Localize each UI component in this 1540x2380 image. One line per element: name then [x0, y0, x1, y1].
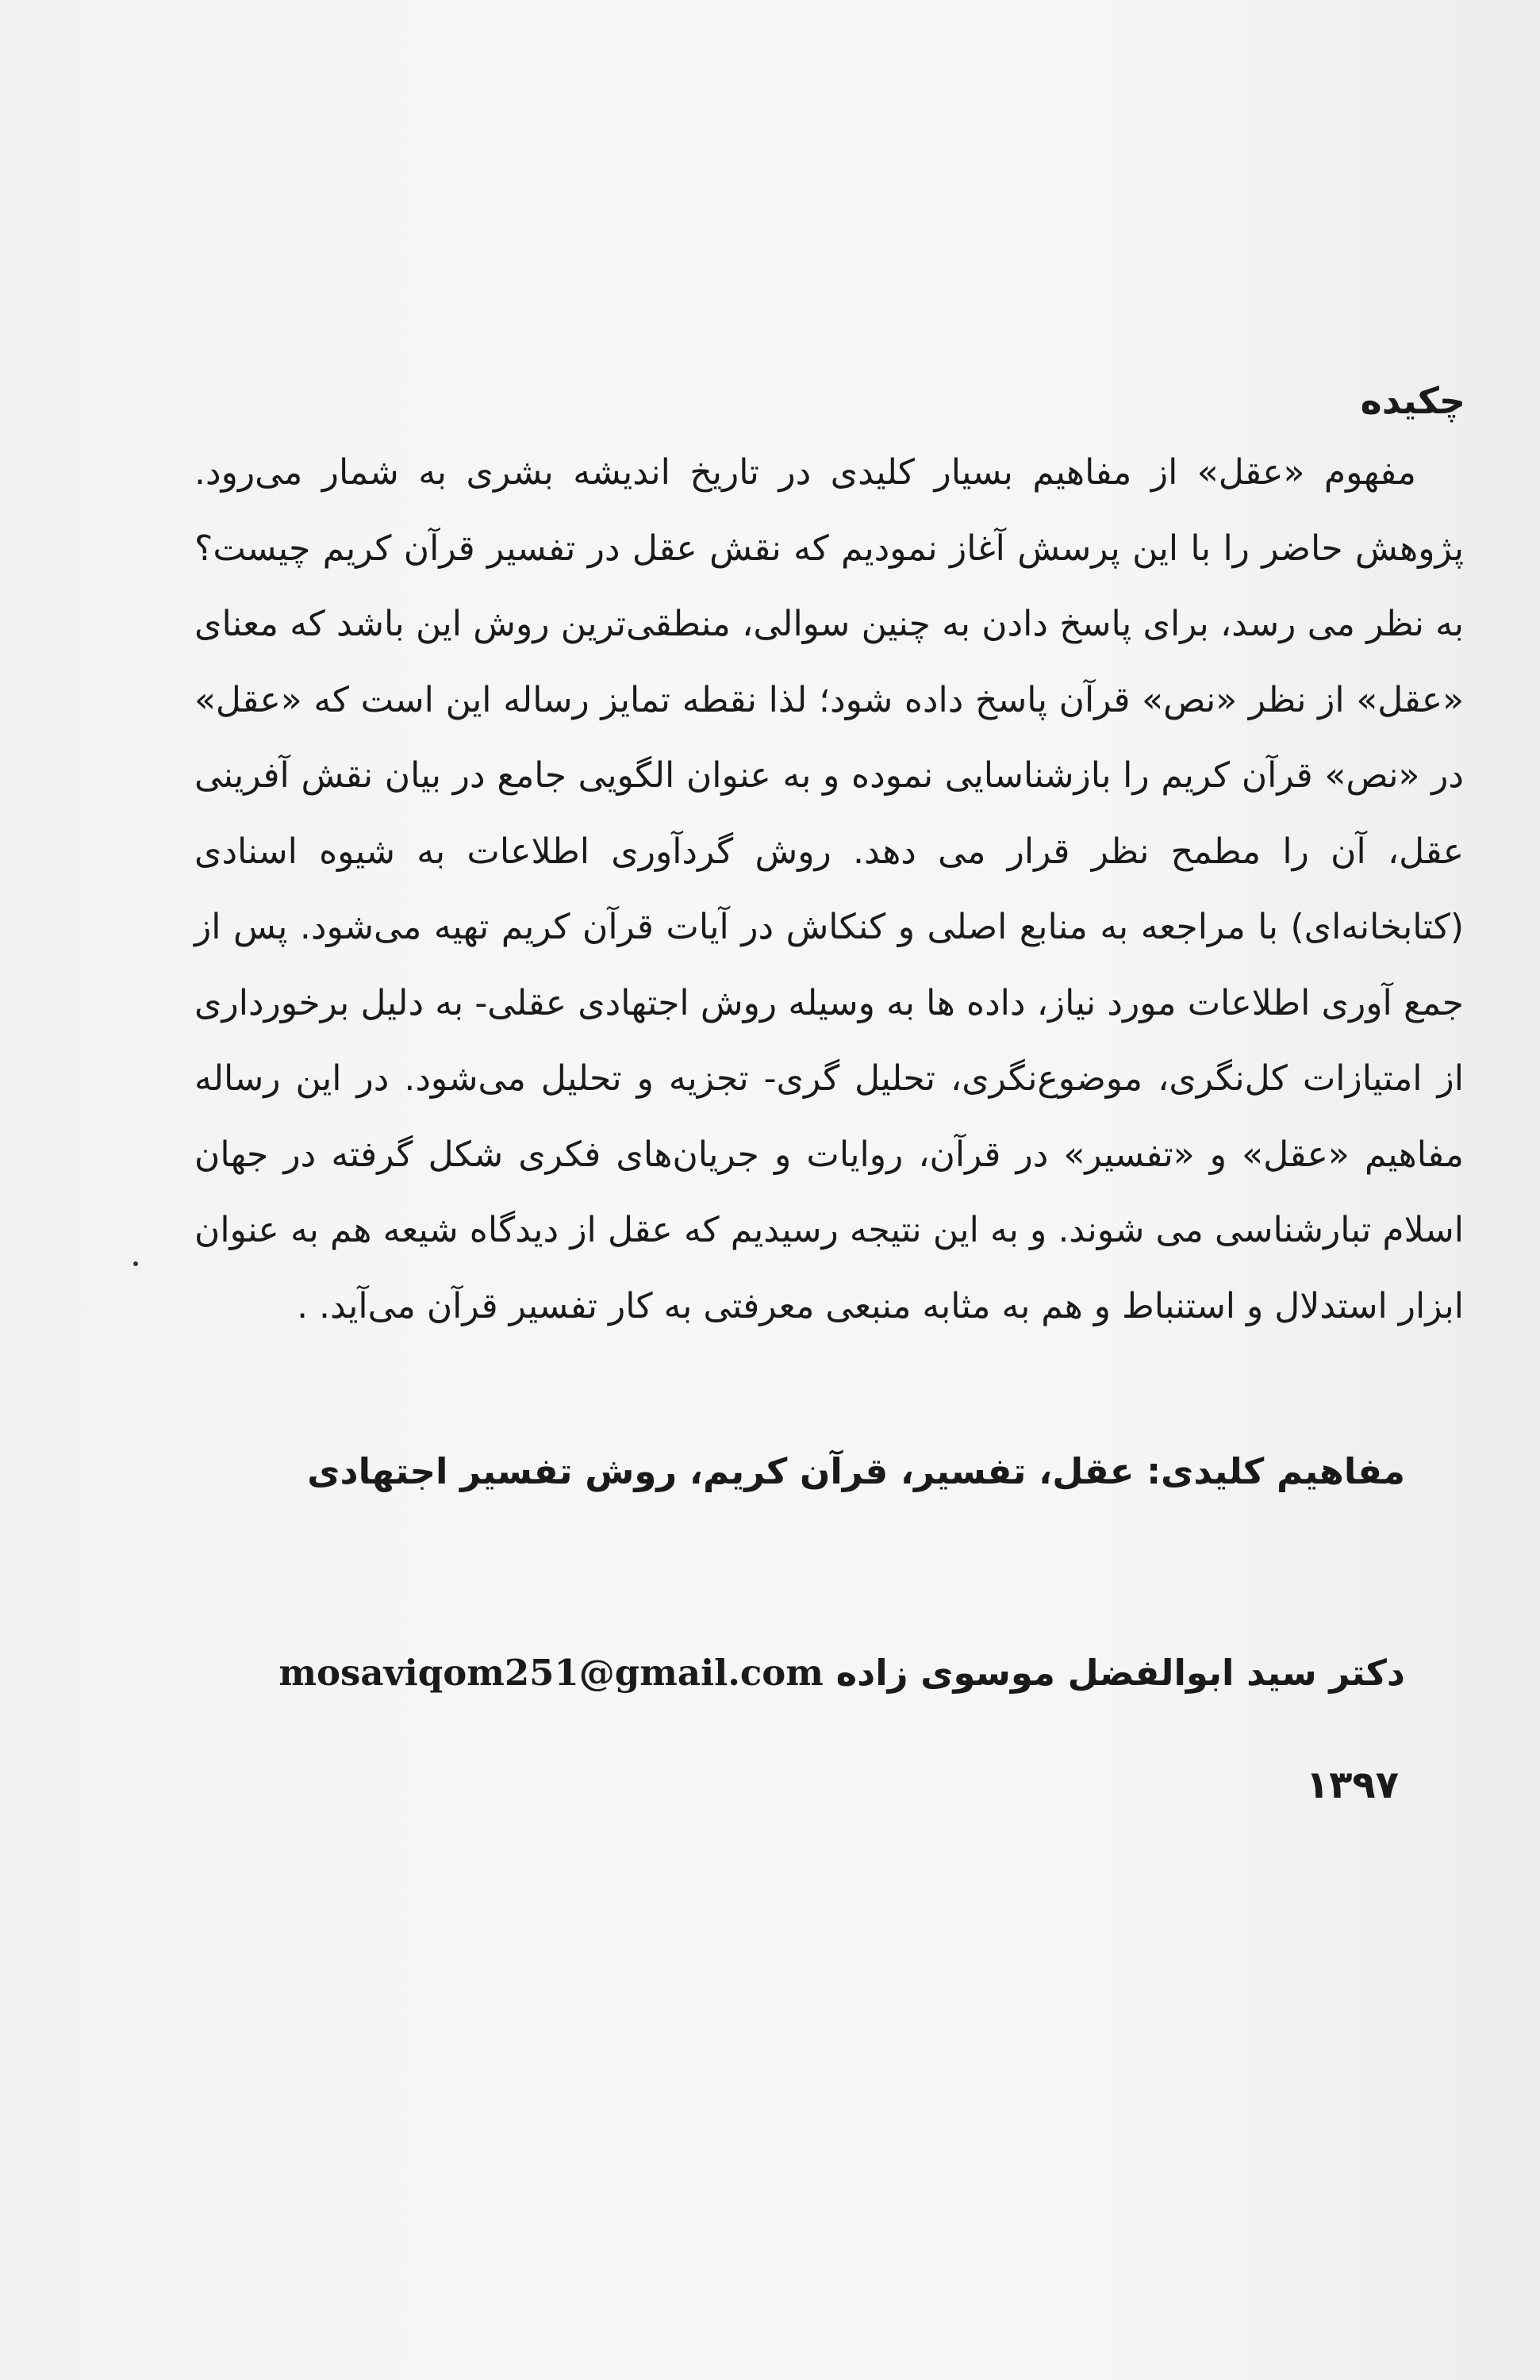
stray-dot: [133, 1261, 138, 1266]
keywords-line: مفاهیم کلیدی: عقل، تفسیر، قرآن کریم، روش تفسیر اجتهادی: [307, 1450, 1405, 1492]
abstract-body: مفهوم «عقل» از مفاهیم بسیار کلیدی در تاریخ اندیشه بشری به شمار می‌رود. پژوهش حاضر را با این پرسش آغاز نمودیم که نقش عقل در تفسیر قرآن کریم چیست؟ به نظر می رسد، برای پاسخ دادن به چنین سوالی، منطقی‌ترین روش این باشد که معنای «عقل» از نظر «نص» قرآن پاسخ داده شود؛ لذا نقطه تمایز رساله این است که «عقل» در «نص» قرآن کریم را بازشناسایی نموده و به عنوان الگویی جامع در بیان نقش آفرینی عقل، آن را مطمح نظر قرار می دهد. روش گردآوری اطلاعات به شیوه اسنادی (کتابخانه‌ای) با مراجعه به منابع اصلی و کنکاش در آیات قرآن کریم تهیه می‌شود. پس از جمع آوری اطلاعات مورد نیاز، داده ها به وسیله روش اجتهادی عقلی- به دلیل برخورداری از امتیازات کل‌نگری، موضوع‌نگری، تحلیل گری- تجزیه و تحلیل می‌شود. در این رساله مفاهیم «عقل» و «تفسیر» در قرآن، روایات و جریان‌های فکری شکل گرفته در جهان اسلام تبارشناسی می شوند. و به این نتیجه رسیدیم که عقل از دیدگاه شیعه هم به عنوان ابزار استدلال و استنباط و هم به مثابه منبعی معرفتی به کار تفسیر قرآن می‌آید. .: [194, 452, 1464, 1326]
year: ۱۳۹۷: [1305, 1763, 1399, 1807]
author-name: دکتر سید ابوالفضل موسوی زاده: [835, 1652, 1405, 1694]
author-email: mosaviqom251@gmail.com: [278, 1652, 824, 1694]
author-line: [278, 1652, 1405, 1694]
abstract-heading: چکیده: [1360, 379, 1465, 422]
